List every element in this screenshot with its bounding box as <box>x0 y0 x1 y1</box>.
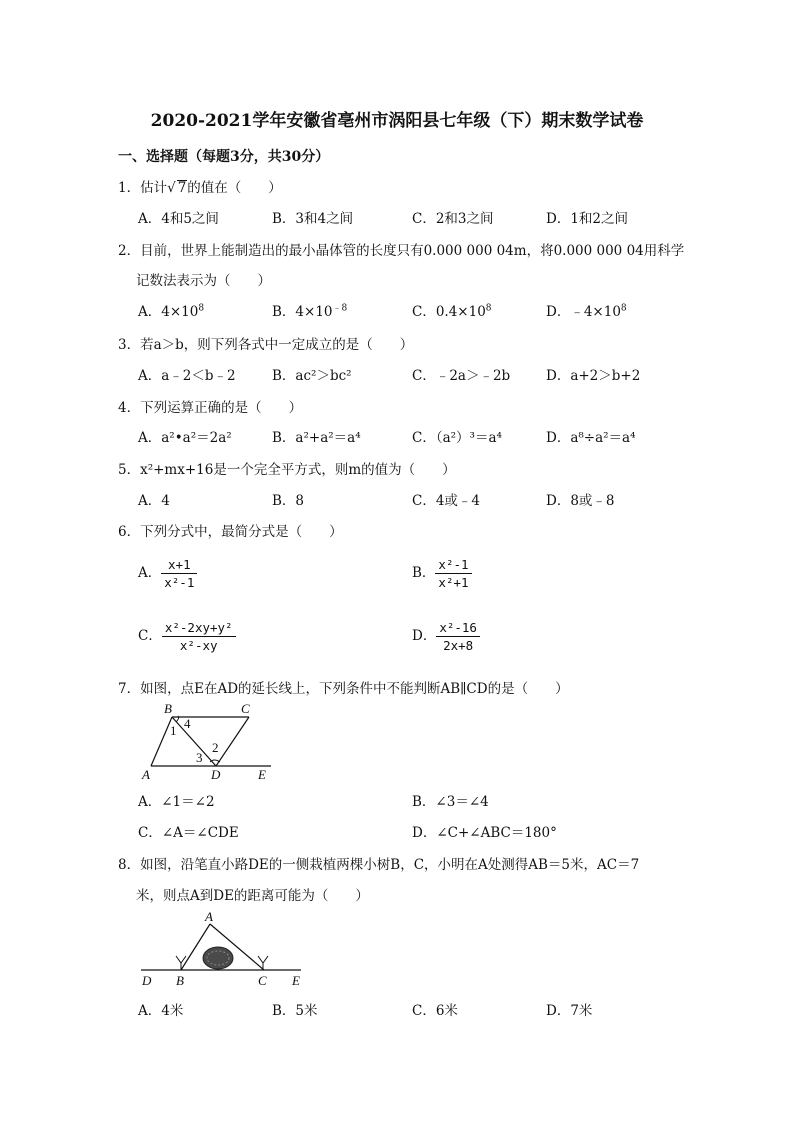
q8-option-d: D．7米 <box>546 1003 593 1019</box>
q2-d-base: D．﹣4×10 <box>546 304 621 320</box>
q6-option-c <box>138 619 236 654</box>
denominator: 2x+8 <box>443 638 474 653</box>
q2-option-a <box>138 300 204 320</box>
section-heading: 一、选择题（每题3分，共30分） <box>118 149 330 165</box>
label-a: A <box>142 767 150 782</box>
question-6: 6．下列分式中，最简分式是（ ） <box>118 524 343 540</box>
q2-a-base: A．4×10 <box>138 304 199 320</box>
label-3: 3 <box>196 750 203 765</box>
tree-icon <box>258 956 268 970</box>
q1-pre: 1．估计 <box>118 180 168 196</box>
page-title: 2020-2021学年安徽省亳州市涡阳县七年级（下）期末数学试卷 <box>150 111 644 131</box>
q6-option-b <box>412 556 472 591</box>
q8-option-c: C．6米 <box>412 1003 458 1019</box>
line-ab <box>151 717 172 766</box>
label-b: B <box>176 973 184 988</box>
denominator: x²-xy <box>179 638 218 653</box>
label-c: C <box>241 701 250 716</box>
q6-option-a <box>138 556 197 591</box>
parallelogram-figure <box>136 700 276 782</box>
label-d: D <box>142 973 152 988</box>
label-e: E <box>258 767 266 782</box>
q7-option-c: C．∠A＝∠CDE <box>138 825 239 841</box>
denominator: x²-1 <box>164 575 195 590</box>
question-8-line2: 米，则点A到DE的距离可能为（ ） <box>136 888 369 904</box>
triangle-figure <box>136 908 306 992</box>
q3-option-c: C．﹣2a＞﹣2b <box>412 368 511 384</box>
q1-post: 的值在（ ） <box>187 180 282 196</box>
q2-b-exp: ﹣8 <box>332 303 348 314</box>
fraction <box>435 556 471 591</box>
question-3: 3．若a＞b，则下列各式中一定成立的是（ ） <box>118 337 414 353</box>
q7-option-b: B．∠3＝∠4 <box>412 794 489 810</box>
question-2-line1: 2．目前，世界上能制造出的最小晶体管的长度只有0.000 000 04m，将0.000 000 04用科学 <box>118 243 685 259</box>
label-c: C <box>258 973 267 988</box>
tree-icon <box>176 956 186 970</box>
sqrt-symbol: √ <box>167 180 176 196</box>
q2-option-d <box>546 300 627 320</box>
numerator: x²-2xy+y² <box>162 619 236 637</box>
q1-radicand: 7 <box>177 180 187 196</box>
numerator: x+1 <box>161 556 197 574</box>
q5-option-c: C．4或﹣4 <box>412 493 481 509</box>
question-2-line2: 记数法表示为（ ） <box>136 273 271 289</box>
label-a: A <box>205 909 213 924</box>
q1-option-a: A．4和5之间 <box>138 211 219 227</box>
fraction <box>436 619 480 654</box>
line-cd <box>216 717 249 766</box>
label-4: 4 <box>184 716 191 731</box>
label-b: B <box>164 701 172 716</box>
numerator: x²-1 <box>435 556 471 574</box>
label-d: D <box>211 767 221 782</box>
q7-option-d: D．∠C+∠ABC＝180° <box>412 825 557 841</box>
q2-option-b <box>272 300 347 320</box>
q6-c-label: C． <box>138 628 162 644</box>
label-1: 1 <box>170 723 177 738</box>
fraction <box>161 556 197 591</box>
q2-c-exp: 8 <box>485 303 492 314</box>
q4-option-b: B．a²+a²＝a⁴ <box>272 430 361 446</box>
q2-c-base: C．0.4×10 <box>412 304 486 320</box>
q2-a-exp: 8 <box>198 303 205 314</box>
q6-a-label: A． <box>138 565 162 581</box>
question-1 <box>118 176 282 196</box>
numerator: x²-16 <box>436 619 480 637</box>
q5-option-a: A．4 <box>138 493 170 509</box>
q1-option-b: B．3和4之间 <box>272 211 354 227</box>
q2-d-exp: 8 <box>620 303 627 314</box>
q3-option-a: A．a﹣2＜b﹣2 <box>138 368 236 384</box>
q6-b-label: B． <box>412 565 436 581</box>
q5-option-b: B．8 <box>272 493 305 509</box>
q5-option-d: D．8或﹣8 <box>546 493 615 509</box>
question-7: 7．如图，点E在AD的延长线上，下列条件中不能判断AB∥CD的是（ ） <box>118 681 569 697</box>
q6-option-d <box>412 619 480 654</box>
q4-option-a: A．a²•a²＝2a² <box>138 430 232 446</box>
question-8-line1: 8．如图，沿笔直小路DE的一侧栽植两棵小树B，C，小明在A处测得AB＝5米，AC＝7 <box>118 857 640 873</box>
q8-option-a: A．4米 <box>138 1003 184 1019</box>
q4-option-d: D．a⁸÷a²＝a⁴ <box>546 430 636 446</box>
fraction <box>162 619 236 654</box>
question-4: 4．下列运算正确的是（ ） <box>118 400 303 416</box>
label-e: E <box>292 973 300 988</box>
q2-option-c <box>412 300 492 320</box>
q2-b-base: B．4×10 <box>272 304 333 320</box>
q6-d-label: D． <box>412 628 437 644</box>
q1-option-d: D．1和2之间 <box>546 211 629 227</box>
label-2: 2 <box>212 740 219 755</box>
q3-option-b: B．ac²＞bc² <box>272 368 352 384</box>
question-5: 5．x²+mx+16是一个完全平方式，则m的值为（ ） <box>118 462 456 478</box>
q3-option-d: D．a+2＞b+2 <box>546 368 641 384</box>
q8-option-b: B．5米 <box>272 1003 318 1019</box>
denominator: x²+1 <box>438 575 469 590</box>
q7-option-a: A．∠1＝∠2 <box>138 794 215 810</box>
line-bd <box>172 717 216 766</box>
q1-option-c: C．2和3之间 <box>412 211 494 227</box>
q4-option-c: C．（a²）³＝a⁴ <box>412 430 502 446</box>
